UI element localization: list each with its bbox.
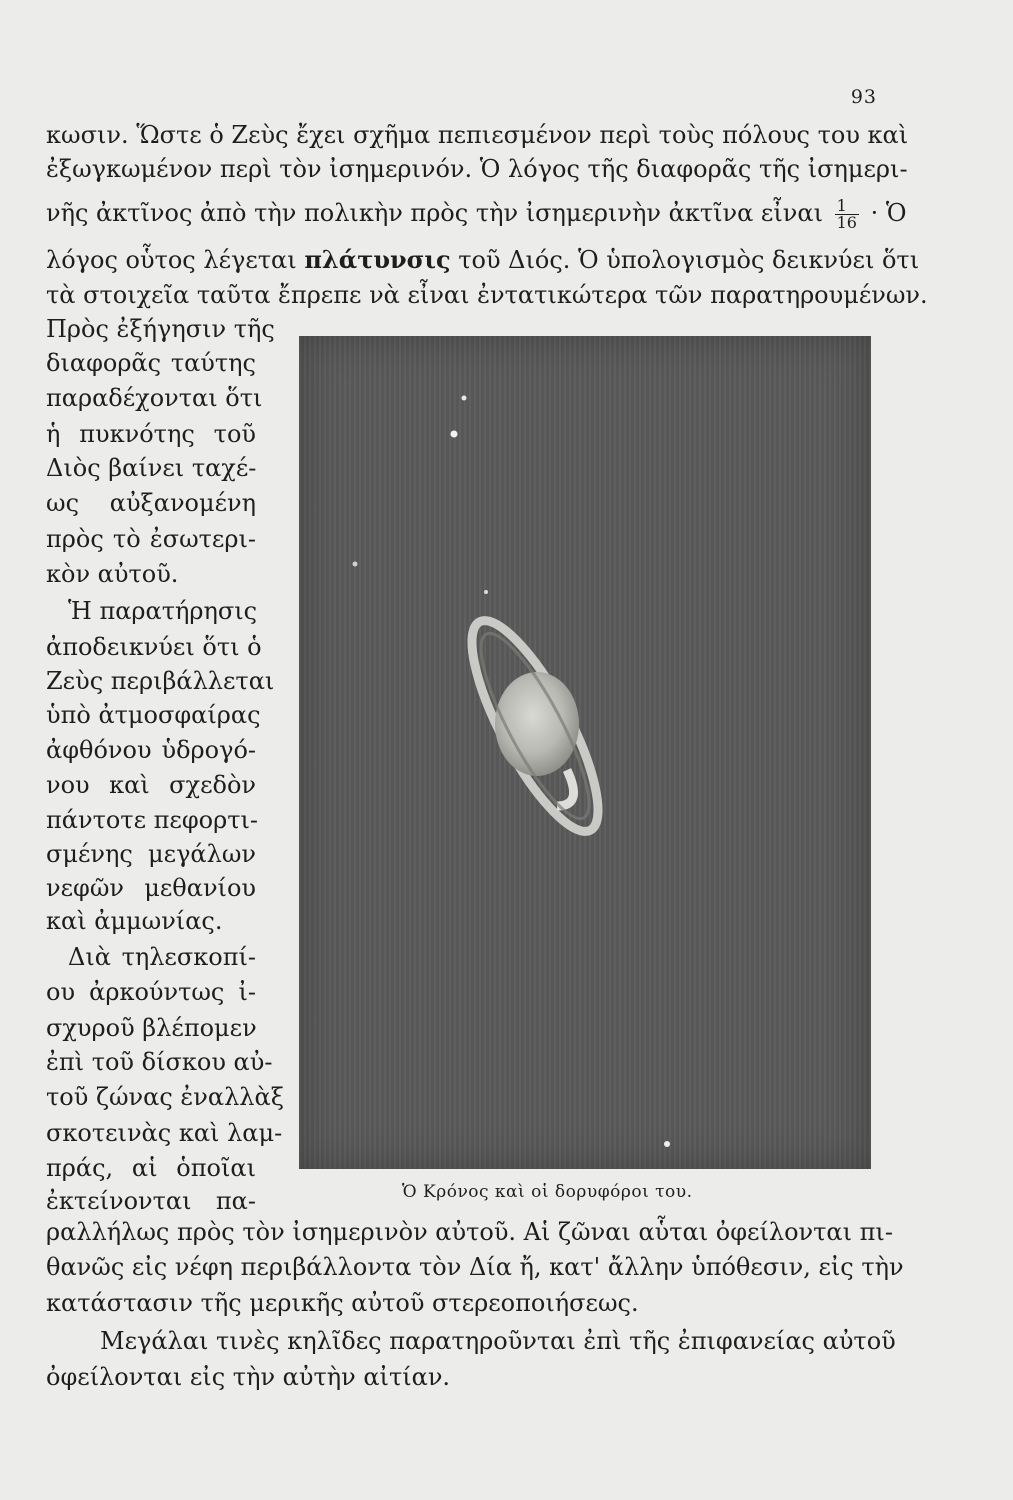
page-number: 93 (850, 86, 877, 108)
side-text-line: κὸν αὐτοῦ. (46, 560, 179, 588)
side-text-line: ἐπὶ τοῦ δίσκου αὐ- (46, 1048, 273, 1076)
side-text-line: ου ἀρκούντως ἰ- (46, 978, 256, 1006)
text-line-bottom-1: ραλλήλως πρὸς τὸν ἰσημερινὸν αὐτοῦ. Αἱ ζῶναι αὗται ὀφείλονται πι- (46, 1218, 893, 1246)
fraction-line-after: · Ὁ (870, 199, 907, 227)
satellite-dot (451, 431, 458, 438)
side-text-line: τοῦ ζώνας ἐναλλὰξ (46, 1083, 284, 1111)
text-line-3 (46, 196, 907, 232)
side-text-line: νεφῶν μεθανίου (46, 874, 256, 902)
fraction-numerator: 1 (835, 198, 859, 215)
text-line-4 (46, 243, 920, 277)
side-text-line: σχυροῦ βλέπομεν (46, 1014, 257, 1042)
text-line-2: ἐξωγκωμένον περὶ τὸν ἰσημερινόν. Ὁ λόγος τῆς διαφορᾶς τῆς ἰσημερι- (46, 155, 908, 183)
side-text-line: νου καὶ σχεδὸν (46, 771, 256, 799)
side-text-line: πράς, αἱ ὁποῖαι (46, 1154, 256, 1182)
bold-term: πλάτυνσις (304, 245, 451, 274)
side-text-line: πρὸς τὸ ἐσωτερι- (46, 525, 256, 553)
fraction-line-before: νῆς ἀκτῖνος ἀπὸ τὴν πολικὴν πρὸς τὴν ἰσημερινὴν ἀκτῖνα εἶναι (46, 199, 823, 227)
side-text-line: πάντοτε πεφορτι- (46, 806, 259, 834)
side-text-line: Διὸς βαίνει ταχέ- (46, 454, 257, 482)
satellite-dot (353, 562, 358, 567)
satellite-dot (462, 396, 467, 401)
saturn-image (299, 336, 871, 1169)
text-line-1: κωσιν. Ὥστε ὁ Ζεὺς ἔχει σχῆμα πεπιεσμένον περὶ τοὺς πόλους του καὶ (46, 121, 909, 149)
side-text-line: Διὰ τηλεσκοπί- (68, 943, 256, 971)
side-text-line: ως αὐξανομένη (46, 489, 256, 517)
text-line-bottom-2: θανῶς εἰς νέφη περιβάλλοντα τὸν Δία ἤ, κατ' ἄλλην ὑπόθεσιν, εἰς τὴν (46, 1253, 904, 1281)
side-text-line: Ἡ παρατήρησις (68, 597, 258, 625)
side-text-line: ἀφθόνου ὑδρογό- (46, 736, 256, 764)
satellite-dot (664, 1141, 670, 1147)
fraction (835, 198, 859, 231)
text-line-bottom-5: ὀφείλονται εἰς τὴν αὐτὴν αἰτίαν. (46, 1363, 451, 1391)
figure-caption: Ὁ Κρόνος καὶ οἱ δορυφόροι του. (402, 1182, 693, 1202)
saturn-photograph (299, 336, 871, 1169)
side-text-line: ὑπὸ ἀτμοσφαίρας (46, 701, 261, 729)
saturn-body (495, 672, 579, 776)
side-text-line: σκοτεινὰς καὶ λαμ- (46, 1119, 283, 1147)
text-line-bottom-4: Μεγάλαι τινὲς κηλῖδες παρατηροῦνται ἐπὶ τῆς ἐπιφανείας αὐτοῦ (100, 1327, 896, 1355)
side-text-line: ἀποδεικνύει ὅτι ὁ (46, 633, 262, 661)
saturn-ring-front (557, 770, 574, 806)
side-text-line: ἡ πυκνότης τοῦ (46, 420, 256, 448)
side-text-line: παραδέχονται ὅτι (46, 384, 263, 412)
side-text-line: Ζεὺς περιβάλλεται (46, 667, 275, 695)
side-text-line: σμένης μεγάλων (46, 840, 256, 868)
side-text-line: Πρὸς ἐξήγησιν τῆς (46, 315, 275, 343)
fraction-denominator: 16 (836, 213, 857, 232)
text-line-5: τὰ στοιχεῖα ταῦτα ἔπρεπε νὰ εἶναι ἐντατικώτερα τῶν παρατηρουμένων. (46, 281, 928, 309)
text-line-bottom-3: κατάστασιν τῆς μερικῆς αὐτοῦ στερεοποιήσεως. (46, 1289, 639, 1317)
side-text-line: ἐκτείνονται πα- (46, 1187, 256, 1215)
side-text-line: καὶ ἀμμωνίας. (46, 907, 223, 935)
satellite-dot (484, 590, 488, 594)
side-text-line: διαφορᾶς ταύτης (46, 349, 256, 377)
bold-line-before: λόγος οὗτος λέγεται (46, 246, 297, 274)
bold-line-after: τοῦ Διός. Ὁ ὑπολογισμὸς δεικνύει ὅτι (458, 246, 920, 274)
